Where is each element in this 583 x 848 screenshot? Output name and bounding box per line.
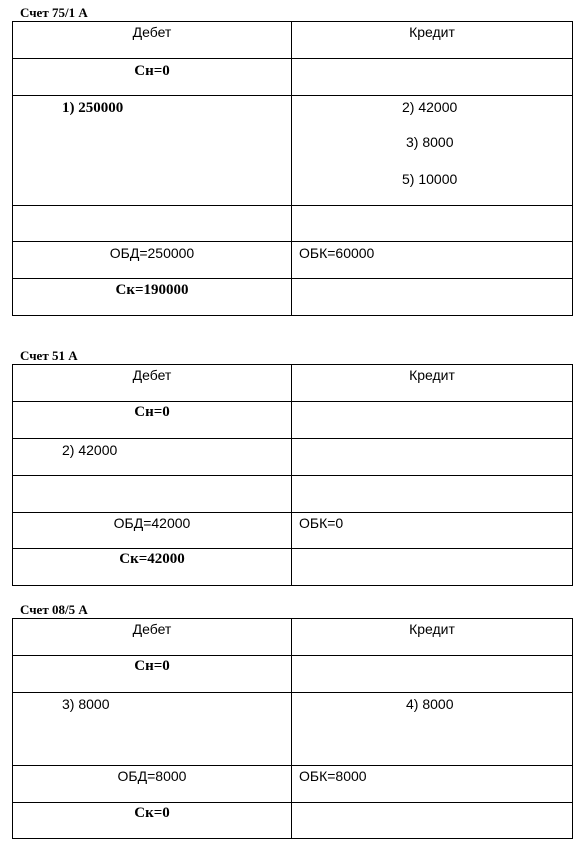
turnover-debit: ОБД=250000 (109, 245, 195, 261)
turnover-debit: ОБД=8000 (117, 768, 187, 784)
debit-entry: 2) 42000 (62, 442, 118, 458)
debit-header: Дебет (132, 367, 172, 383)
credit-header: Кредит (409, 621, 455, 637)
closing-balance: Ск=42000 (119, 551, 185, 567)
turnover-credit: ОБК=0 (299, 515, 344, 531)
header-row (13, 22, 573, 59)
credit-entry: 2) 42000 (402, 99, 458, 115)
header-row (13, 619, 573, 656)
account-title: Счет 75/1 А (20, 5, 88, 20)
turnover-row (13, 766, 573, 803)
opening-row (13, 402, 573, 439)
blank-row (13, 476, 573, 513)
debit-entry: 1) 250000 (62, 100, 124, 116)
turnover-row (13, 513, 573, 549)
t-account-table (12, 364, 573, 586)
turnover-debit: ОБД=42000 (113, 515, 191, 531)
entries-row (13, 439, 573, 476)
debit-header: Дебет (132, 24, 172, 40)
credit-entry: 3) 8000 (406, 134, 454, 150)
closing-row (13, 803, 573, 839)
account-title: Счет 51 А (20, 348, 78, 363)
opening-row (13, 59, 573, 96)
opening-row (13, 656, 573, 693)
account-title: Счет 08/5 А (20, 602, 88, 617)
t-account-table (12, 21, 573, 316)
credit-header: Кредит (409, 24, 455, 40)
opening-balance: Сн=0 (134, 63, 170, 79)
t-account-table (12, 618, 573, 839)
credit-entry: 4) 8000 (406, 696, 454, 712)
entries-row (13, 96, 573, 206)
turnover-credit: ОБК=8000 (299, 768, 367, 784)
header-row (13, 365, 573, 402)
credit-entry: 5) 10000 (402, 171, 458, 187)
entries-row (13, 693, 573, 766)
turnover-credit: ОБК=60000 (299, 245, 375, 261)
blank-row (13, 206, 573, 242)
closing-balance: Ск=0 (134, 805, 170, 821)
turnover-row (13, 242, 573, 279)
credit-header: Кредит (409, 367, 455, 383)
opening-balance: Сн=0 (134, 658, 170, 674)
opening-balance: Сн=0 (134, 404, 170, 420)
closing-row (13, 549, 573, 586)
debit-entry: 3) 8000 (62, 696, 110, 712)
closing-row (13, 279, 573, 316)
debit-header: Дебет (132, 621, 172, 637)
closing-balance: Ск=190000 (115, 282, 189, 298)
